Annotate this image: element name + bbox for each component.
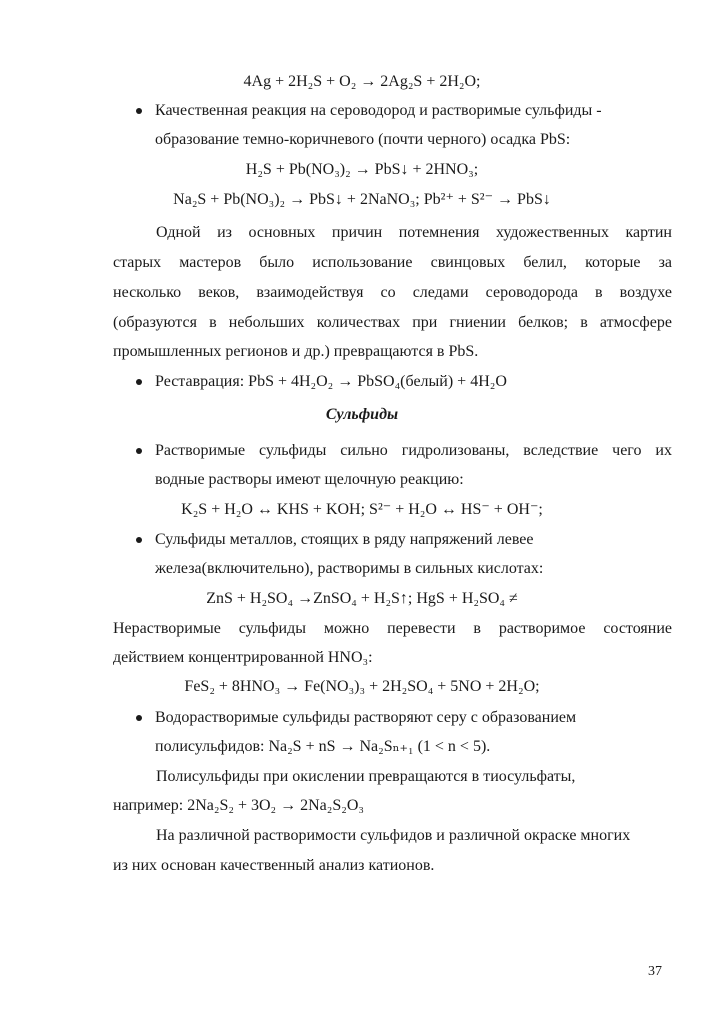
bullet-5-line-1: Водорастворимые сульфиды растворяют серу с образованием [155, 709, 577, 726]
page-number: 37 [648, 964, 662, 979]
paragraph-3-line-2: например: 2Na₂S₂ + 3O₂ → 2Na₂S₂O₃ [113, 797, 364, 814]
paragraph-1-line-5: промышленных регионов и др.) превращаются в PbS. [113, 343, 479, 360]
paragraph-1-line-2: старых мастеров было использование свинцовых белил, которые за [113, 254, 672, 271]
paragraph-4-line-1: На различной растворимости сульфидов и различной окраске многих [156, 827, 631, 844]
paragraph-1-line-1: Одной из основных причин потемнения художественных картин [156, 224, 672, 241]
bullet-icon [136, 537, 142, 543]
equation-k2s: K₂S + H₂O ↔ KHS + KOH; S²⁻ + H₂O ↔ HS⁻ + OH⁻; [181, 501, 543, 518]
restoration-line: Реставрация: PbS + 4H₂O₂ → PbSO₄(белый) + 4H₂O [155, 373, 507, 390]
bullet-icon [136, 108, 142, 114]
bullet-3-line-2: водные растворы имеют щелочную реакцию: [155, 471, 464, 488]
paragraph-1-line-3: несколько веков, взаимодействуя со следами сероводорода в воздухе [113, 284, 672, 301]
paragraph-1-line-4: (образуются в небольших количествах при гниении белков; в атмосфере [113, 314, 672, 331]
bullet-icon [136, 448, 142, 454]
bullet-4-line-2: железа(включительно), растворимы в сильных кислотах: [155, 560, 544, 577]
paragraph-4-line-2: из них основан качественный анализ катионов. [113, 857, 435, 874]
paragraph-2-line-2: действием концентрированной HNO₃: [113, 649, 373, 666]
paragraph-2-line-1: Нерастворимые сульфиды можно перевести в растворимое состояние [113, 620, 672, 637]
section-heading: Сульфиды [325, 406, 399, 423]
bullet-icon [136, 715, 142, 721]
bullet-5-line-2: полисульфидов: Na₂S + nS → Na₂Sₙ₊₁ (1 < n < 5). [155, 738, 491, 755]
equation-silver: 4Ag + 2H₂S + O₂ → 2Ag₂S + 2H₂O; [243, 73, 481, 90]
bullet-3-line-1: Растворимые сульфиды сильно гидролизованы, вследствие чего их [155, 442, 672, 459]
bullet-icon [136, 379, 142, 385]
equation-fes2: FeS₂ + 8HNO₃ → Fe(NO₃)₃ + 2H₂SO₄ + 5NO + 2H₂O; [184, 678, 540, 695]
equation-na2s-pb: Na₂S + Pb(NO₃)₂ → PbS↓ + 2NaNO₃; Pb²⁺ + S²⁻ → PbS↓ [173, 191, 551, 208]
bullet-1-line-1: Качественная реакция на сероводород и растворимые сульфиды - [155, 102, 602, 119]
equation-zns: ZnS + H₂SO₄ →ZnSO₄ + H₂S↑; HgS + H₂SO₄ ≠ [206, 590, 518, 607]
paragraph-3-line-1: Полисульфиды при окислении превращаются в тиосульфаты, [156, 768, 576, 785]
equation-pb-nitrate: H₂S + Pb(NO₃)₂ → PbS↓ + 2HNO₃; [245, 161, 479, 178]
bullet-4-line-1: Сульфиды металлов, стоящих в ряду напряжений левее [155, 531, 534, 548]
bullet-1-line-2: образование темно-коричневого (почти черного) осадка PbS: [155, 131, 571, 148]
